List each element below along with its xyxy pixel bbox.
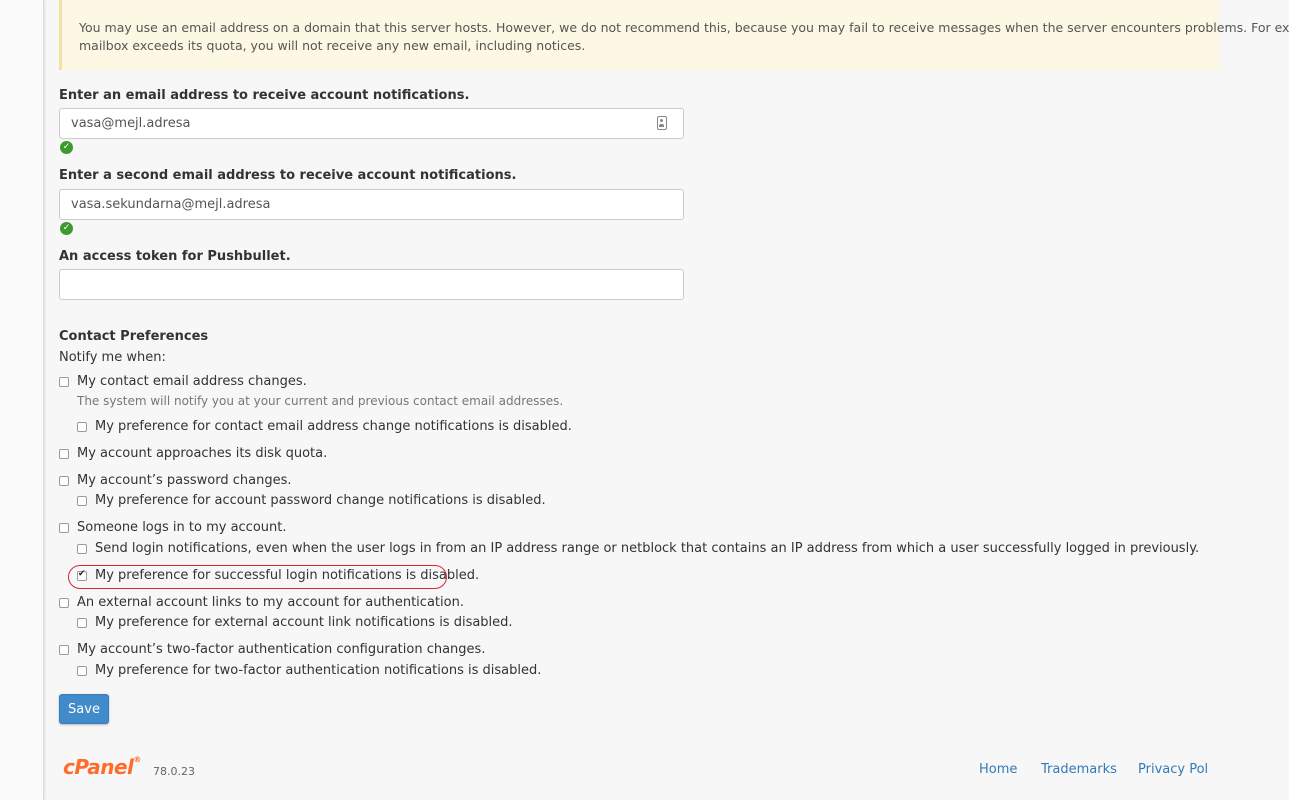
pref-external-link-disabled-checkbox[interactable] bbox=[77, 618, 87, 628]
pref-login-checkbox[interactable] bbox=[59, 523, 69, 533]
pref-contact-email-disabled-checkbox[interactable] bbox=[77, 422, 87, 432]
email-1-label: Enter an email address to receive account notifications. bbox=[59, 88, 470, 103]
pref-contact-email-disabled[interactable] bbox=[77, 419, 572, 434]
pref-two-factor-label: My account’s two-factor authentication configuration changes. bbox=[77, 642, 486, 657]
pref-two-factor-checkbox[interactable] bbox=[59, 645, 69, 655]
pref-password-disabled-label: My preference for account password change notifications is disabled. bbox=[95, 493, 546, 508]
pref-password-disabled[interactable] bbox=[77, 493, 546, 508]
pushbullet-token-input[interactable] bbox=[59, 269, 684, 300]
pref-login-disabled[interactable] bbox=[77, 568, 479, 583]
cpanel-logo-text: cPanel bbox=[63, 755, 134, 779]
save-button[interactable]: Save bbox=[59, 694, 109, 724]
pref-two-factor-disabled-checkbox[interactable] bbox=[77, 666, 87, 676]
pref-disk-quota-label: My account approaches its disk quota. bbox=[77, 446, 328, 461]
pref-disk-quota-checkbox[interactable] bbox=[59, 449, 69, 459]
notify-me-when-label: Notify me when: bbox=[59, 350, 166, 365]
pref-external-link-disabled-label: My preference for external account link notifications is disabled. bbox=[95, 615, 513, 630]
email-1-valid-checkmark-icon: ✓ bbox=[60, 141, 73, 154]
pref-external-link[interactable] bbox=[59, 595, 464, 610]
pref-login-netblock-checkbox[interactable] bbox=[77, 544, 87, 554]
contact-card-icon[interactable] bbox=[657, 116, 667, 130]
footer-link-privacy-policy[interactable]: Privacy Pol bbox=[1138, 762, 1209, 777]
footer-link-home[interactable]: Home bbox=[979, 762, 1018, 777]
email-1-input[interactable] bbox=[59, 108, 684, 139]
pref-contact-email-help-text: The system will notify you at your current and previous contact email addresses. bbox=[77, 394, 564, 408]
left-sidebar-rail bbox=[0, 0, 44, 800]
pref-contact-email-disabled-label: My preference for contact email address change notifications is disabled. bbox=[95, 419, 572, 434]
pref-two-factor-disabled[interactable] bbox=[77, 663, 541, 678]
pref-external-link-checkbox[interactable] bbox=[59, 598, 69, 608]
warning-text-line-1: You may use an email address on a domain that this server hosts. However, we do not recommend this, because you may fail to receive messages when the server encounters problems. For ex bbox=[79, 20, 1289, 35]
email-2-label: Enter a second email address to receive account notifications. bbox=[59, 168, 517, 183]
email-2-input[interactable] bbox=[59, 189, 684, 220]
contact-preferences-title: Contact Preferences bbox=[59, 329, 209, 344]
trademark-mark: ® bbox=[133, 755, 141, 764]
footer-link-trademarks[interactable]: Trademarks bbox=[1041, 762, 1117, 777]
pref-password-changes[interactable] bbox=[59, 473, 291, 488]
pref-password-disabled-checkbox[interactable] bbox=[77, 496, 87, 506]
pref-contact-email-changes-checkbox[interactable] bbox=[59, 377, 69, 387]
pref-login-disabled-checkbox[interactable] bbox=[77, 571, 87, 581]
pref-two-factor[interactable] bbox=[59, 642, 485, 657]
pref-password-changes-label: My account’s password changes. bbox=[77, 473, 292, 488]
pref-login-netblock[interactable] bbox=[77, 541, 1199, 556]
pref-login[interactable] bbox=[59, 520, 287, 535]
pref-contact-email-changes[interactable] bbox=[59, 374, 307, 389]
pref-external-link-label: An external account links to my account for authentication. bbox=[77, 595, 464, 610]
pref-login-label: Someone logs in to my account. bbox=[77, 520, 287, 535]
pref-login-disabled-label: My preference for successful login notifications is disabled. bbox=[95, 568, 480, 583]
cpanel-logo bbox=[63, 755, 141, 779]
pref-login-netblock-label: Send login notifications, even when the user logs in from an IP address range or netblock that contains an IP address from which a user successfully logged in previously. bbox=[95, 541, 1200, 556]
pref-disk-quota[interactable] bbox=[59, 446, 327, 461]
email-2-valid-checkmark-icon: ✓ bbox=[60, 222, 73, 235]
pushbullet-label: An access token for Pushbullet. bbox=[59, 249, 291, 264]
version-label: 78.0.23 bbox=[153, 765, 195, 778]
pref-contact-email-changes-label: My contact email address changes. bbox=[77, 374, 307, 389]
pref-external-link-disabled[interactable] bbox=[77, 615, 513, 630]
pref-password-changes-checkbox[interactable] bbox=[59, 476, 69, 486]
warning-text-line-2: mailbox exceeds its quota, you will not receive any new email, including notices. bbox=[79, 38, 586, 53]
warning-alert bbox=[59, 0, 1289, 70]
pref-two-factor-disabled-label: My preference for two-factor authentication notifications is disabled. bbox=[95, 663, 542, 678]
